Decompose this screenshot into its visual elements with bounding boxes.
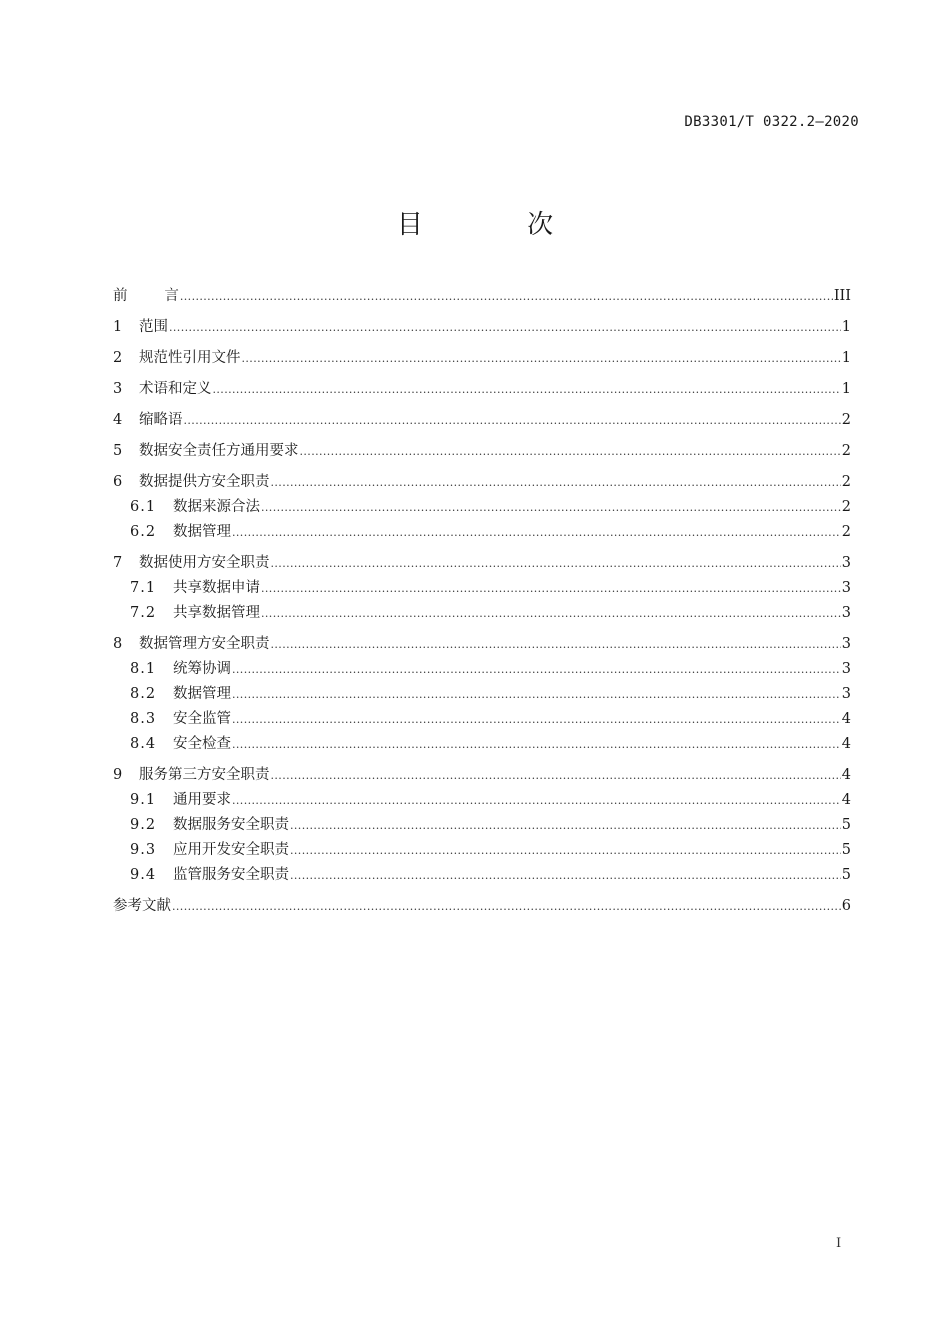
toc-dot-leader (261, 601, 841, 626)
toc-dot-leader (232, 788, 841, 813)
toc-entry-number: 6 (113, 474, 123, 490)
toc-dot-leader (261, 495, 841, 520)
toc-entry-label: 数据管理 (173, 524, 231, 540)
toc-entry[interactable] (113, 551, 851, 576)
toc-entry-page: 3 (841, 686, 851, 702)
toc-entry-label: 数据提供方安全职责 (139, 474, 270, 490)
toc-entry-number: 9.3 (130, 842, 157, 858)
toc-entry-label: 数据管理方安全职责 (139, 636, 270, 652)
toc-entry-label: 共享数据管理 (173, 605, 260, 621)
page-number: I (836, 1236, 842, 1251)
toc-entry-label: 数据使用方安全职责 (139, 555, 270, 571)
toc-entry-label: 共享数据申请 (173, 580, 260, 596)
toc-entry-label: 数据服务安全职责 (173, 817, 289, 833)
toc-entry[interactable] (113, 576, 851, 601)
toc-entry-label: 缩略语 (139, 412, 183, 428)
toc-entry-number: 7.1 (130, 580, 157, 596)
toc-entry-number: 8.2 (130, 686, 157, 702)
toc-entry-label: 应用开发安全职责 (173, 842, 289, 858)
toc-entry-label: 数据来源合法 (173, 499, 260, 515)
toc-entry-number: 6.1 (130, 499, 157, 515)
toc-entry-number: 7.2 (130, 605, 157, 621)
toc-dot-leader (184, 408, 841, 433)
toc-entry-number: 5 (113, 443, 123, 459)
toc-entry[interactable] (113, 657, 851, 682)
toc-entry-page: 6 (841, 898, 851, 914)
toc-entry[interactable] (113, 377, 851, 402)
toc-entry-label: 前 言 (113, 288, 179, 304)
toc-entry-number: 8.4 (130, 736, 157, 752)
toc-entry[interactable] (113, 495, 851, 520)
toc-entry[interactable] (113, 470, 851, 495)
document-code: DB3301/T 0322.2—2020 (684, 114, 859, 130)
toc-entry-page: 2 (841, 524, 851, 540)
toc-entry-number: 8.3 (130, 711, 157, 727)
toc-dot-leader (290, 813, 841, 838)
toc-dot-leader (232, 732, 841, 757)
toc-entry-page: 4 (841, 767, 851, 783)
toc-entry[interactable] (113, 682, 851, 707)
toc-dot-leader (232, 520, 841, 545)
toc-entry-page: 1 (841, 319, 851, 335)
toc-entry-number: 3 (113, 381, 123, 397)
toc-entry-label: 安全检查 (173, 736, 231, 752)
toc-dot-leader (290, 838, 841, 863)
toc-entry[interactable] (113, 813, 851, 838)
toc-dot-leader (300, 439, 841, 464)
toc-entry[interactable] (113, 863, 851, 888)
toc-entry-page: 5 (841, 817, 851, 833)
toc-entry-label: 数据管理 (173, 686, 231, 702)
toc-entry-page: 3 (841, 555, 851, 571)
toc-entry[interactable] (113, 315, 851, 340)
toc-entry-number: 6.2 (130, 524, 157, 540)
toc-entry[interactable] (113, 838, 851, 863)
toc-entry-label: 监管服务安全职责 (173, 867, 289, 883)
toc-dot-leader (261, 576, 841, 601)
toc-entry-page: 1 (841, 381, 851, 397)
toc-entry[interactable] (113, 601, 851, 626)
toc-dot-leader (271, 763, 841, 788)
toc-entry[interactable] (113, 763, 851, 788)
toc-entry-page: 2 (841, 474, 851, 490)
toc-entry-label: 范围 (139, 319, 168, 335)
toc-entry-label: 安全监管 (173, 711, 231, 727)
toc-entry-page: 2 (841, 499, 851, 515)
toc-entry[interactable] (113, 346, 851, 371)
toc-dot-leader (271, 470, 841, 495)
toc-entry-label: 术语和定义 (139, 381, 212, 397)
toc-entry-label: 服务第三方安全职责 (139, 767, 270, 783)
toc-entry-label: 参考文献 (113, 898, 171, 914)
toc-entry-page: 3 (841, 661, 851, 677)
toc-entry-number: 8.1 (130, 661, 157, 677)
toc-entry-label: 规范性引用文件 (139, 350, 241, 366)
toc-entry[interactable] (113, 439, 851, 464)
toc-entry-label: 统筹协调 (173, 661, 231, 677)
toc-entry-number: 9.4 (130, 867, 157, 883)
toc-entry[interactable] (113, 707, 851, 732)
toc-entry-label: 通用要求 (173, 792, 231, 808)
toc-entry[interactable] (113, 284, 851, 309)
toc-entry-page: 5 (841, 842, 851, 858)
toc-entry-number: 8 (113, 636, 123, 652)
toc-entry-number: 9.2 (130, 817, 157, 833)
toc-entry[interactable] (113, 520, 851, 545)
toc-entry-page: 3 (841, 605, 851, 621)
toc-entry-number: 4 (113, 412, 123, 428)
toc-entry-label: 数据安全责任方通用要求 (139, 443, 299, 459)
toc-entry-number: 1 (113, 319, 123, 335)
toc-dot-leader (213, 377, 841, 402)
toc-entry-page: 4 (841, 736, 851, 752)
toc-dot-leader (232, 707, 841, 732)
toc-entry[interactable] (113, 408, 851, 433)
toc-entry-number: 2 (113, 350, 123, 366)
toc-entry-page: 3 (841, 636, 851, 652)
toc-entry[interactable] (113, 894, 851, 919)
toc-dot-leader (172, 894, 841, 919)
toc-dot-leader (180, 284, 833, 309)
toc-dot-leader (232, 682, 841, 707)
toc-dot-leader (271, 551, 841, 576)
toc-dot-leader (242, 346, 841, 371)
toc-dot-leader (290, 863, 841, 888)
toc-entry-page: 1 (841, 350, 851, 366)
toc-entry-page: 5 (841, 867, 851, 883)
toc-dot-leader (271, 632, 841, 657)
table-of-contents (113, 284, 851, 919)
toc-title: 目 次 (396, 210, 602, 240)
toc-entry-page: 3 (841, 580, 851, 596)
toc-entry-page: 4 (841, 711, 851, 727)
toc-entry[interactable] (113, 788, 851, 813)
toc-entry-page: III (833, 288, 851, 304)
toc-entry-page: 2 (841, 412, 851, 428)
toc-entry-page: 4 (841, 792, 851, 808)
toc-entry[interactable] (113, 632, 851, 657)
toc-dot-leader (169, 315, 841, 340)
toc-entry-number: 9.1 (130, 792, 157, 808)
toc-entry-number: 7 (113, 555, 123, 571)
toc-dot-leader (232, 657, 841, 682)
toc-entry[interactable] (113, 732, 851, 757)
toc-entry-number: 9 (113, 767, 123, 783)
toc-entry-page: 2 (841, 443, 851, 459)
